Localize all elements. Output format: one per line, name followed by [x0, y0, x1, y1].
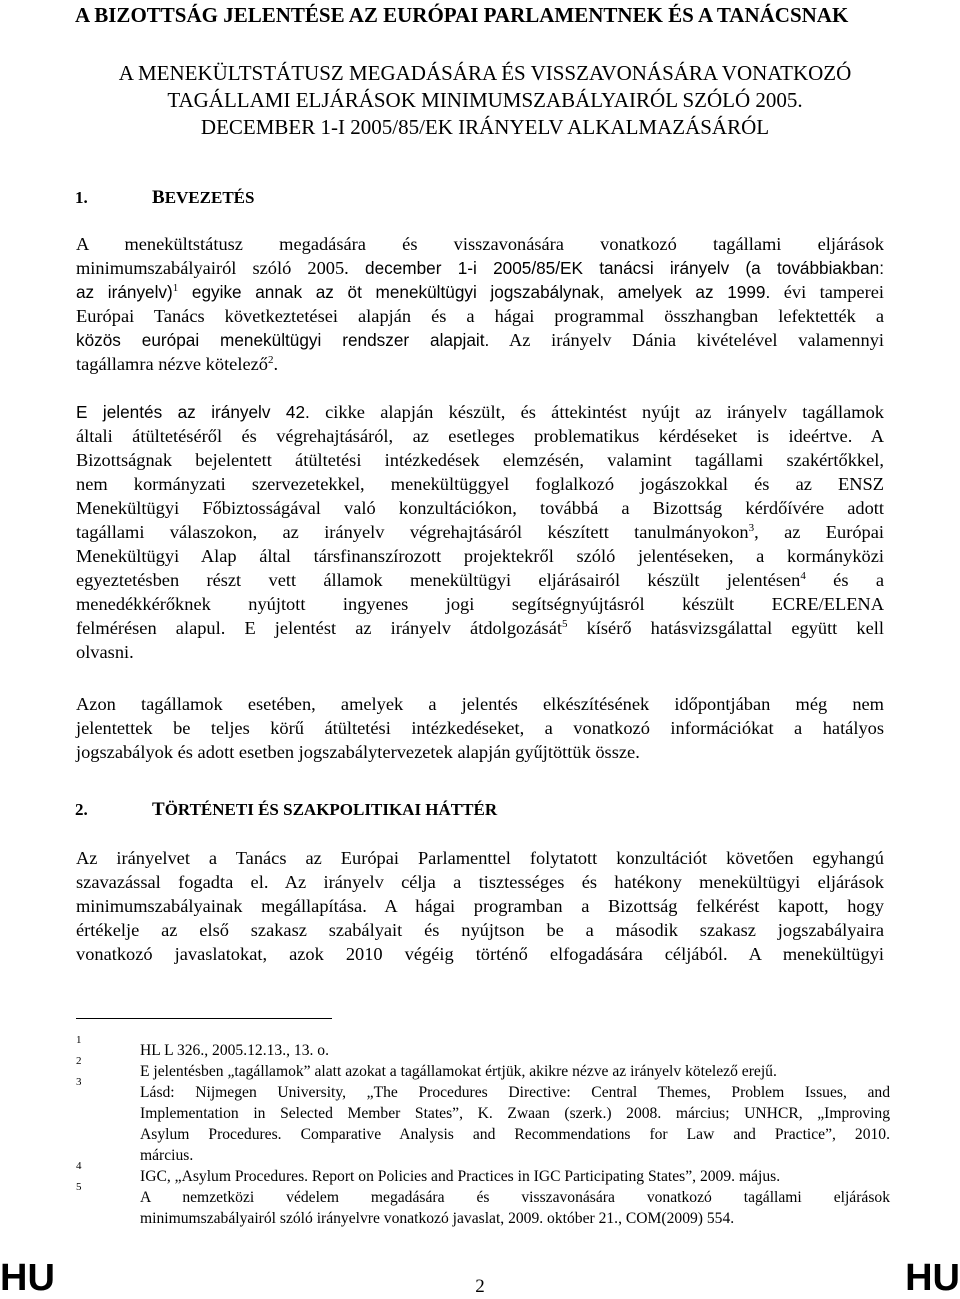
text-run: tagállami válaszokon, az irányelv végrehajtásáról készített tanulmányokon — [76, 522, 749, 542]
text-run: egyike annak az öt menekültügyi jogszabálynak, amelyek az 1999. — [178, 282, 771, 302]
text-run: évi tamperei — [770, 282, 884, 302]
section-title-rest: ÖRTÉNETI ÉS SZAKPOLITIKAI HÁTTÉR — [164, 800, 498, 819]
footnote-number: 1 — [76, 1034, 82, 1046]
subtitle-line: TAGÁLLAMI ELJÁRÁSOK MINIMUMSZABÁLYAIRÓL SZÓLÓ 2005. — [167, 88, 803, 112]
footnote-text: HL L 326., 2005.12.13., 13. o. — [140, 1042, 329, 1059]
footnote-ref[interactable]: 2 — [267, 354, 274, 366]
text-line: szavazással fogadta el. Az irányelv célja a tisztességes és hatékony menekültügyi eljárások — [76, 872, 884, 892]
footnote-item — [60, 1160, 890, 1187]
footnote-number: 2 — [76, 1055, 82, 1067]
footnote-text: Implementation in Selected Member States”, K. Zwaan (szerk.) 2008. március; UNHCR, „Improving — [140, 1105, 890, 1122]
text-line: Bizottságnak bejelentett átültetési intézkedések elemzésén, valamint tagállami szakértőkkel, — [76, 450, 884, 470]
footnote-item — [60, 1181, 890, 1229]
text-line: Azon tagállamok esetében, amelyek a jelentés elkészítésének időpontjában még nem — [76, 694, 884, 714]
text-run: felmérésen alapul. E jelentést az irányelv átdolgozását — [76, 618, 562, 638]
text-line — [76, 616, 884, 640]
page-number: 2 — [475, 1276, 485, 1297]
footnote-ref[interactable]: 5 — [561, 618, 568, 630]
language-code-right: HU — [905, 1257, 960, 1299]
text-run: egyeztetésben részt vett államok menekültügyi eljárásairól készült jelentésen — [76, 570, 801, 590]
text-run: tagállamra nézve kötelező — [76, 354, 268, 374]
section-number: 2. — [75, 800, 88, 819]
text-line — [76, 568, 884, 592]
text-run: cikke alapján készült, és áttekintést nyújt az irányelv tagállamok — [309, 402, 884, 422]
subtitle-line: DECEMBER 1-I 2005/85/EK IRÁNYELV ALKALMAZÁSÁRÓL — [200, 115, 770, 139]
footnote-text: Lásd: Nijmegen University, „The Procedures Directive: Central Themes, Problem Issues, and — [140, 1084, 890, 1101]
text-line — [76, 352, 884, 376]
text-line — [76, 520, 884, 544]
section-heading-introduction — [75, 186, 254, 210]
paragraph-report-basis — [76, 400, 884, 664]
section-title-initial: B — [152, 187, 165, 208]
text-run: , az Európai — [754, 522, 884, 542]
text-line: jelentettek be teljes körű átültetési intézkedéseket, a vonatkozó információkat a hatályos — [76, 718, 884, 738]
footnote-text: március. — [140, 1147, 194, 1164]
paragraph-information-sources — [76, 692, 884, 764]
text-line: menedékkérőknek nyújtott ingyenes jogi segítségnyújtásról készült ECRE/ELENA — [76, 594, 884, 614]
text-line: általi átültetéséről és végrehajtásáról, az esetleges problematikus kérdéseket is ideértve. A — [76, 426, 884, 446]
text-line: Az irányelvet a Tanács az Európai Parlamenttel folytatott konzultációt követően egyhangú — [76, 848, 884, 868]
text-line: Menekültügyi Főbiztosságával való konzultációkon, továbbá a Bizottság kérdőívére adott — [76, 498, 884, 518]
text-line: Menekültügyi Alap által társfinanszírozott projektekről szóló jelentéseken, a kormányközi — [76, 546, 884, 566]
subtitle-line: A MENEKÜLTSTÁTUSZ MEGADÁSÁRA ÉS VISSZAVONÁSÁRA VONATKOZÓ — [118, 61, 852, 85]
text-line — [76, 256, 884, 280]
text-run: december 1-i 2005/85/EK tanácsi irányelv (a továbbiakban: — [348, 258, 885, 278]
footnote-item — [60, 1055, 890, 1082]
paragraph-background — [76, 846, 884, 966]
section-heading-background — [75, 798, 497, 822]
footnote-number: 3 — [76, 1076, 82, 1088]
text-run: az irányelv) — [76, 282, 173, 302]
footnote-text: IGC, „Asylum Procedures. Report on Policies and Practices in IGC Participating States”, 2009. május. — [140, 1168, 781, 1185]
text-line: nem kormányzati szervezetekkel, menekültüggyel foglalkozó jogászokkal és az ENSZ — [76, 474, 884, 494]
footnote-number: 5 — [76, 1181, 82, 1193]
section-title-rest: EVEZETÉS — [164, 188, 255, 207]
text-line — [76, 328, 884, 352]
text-line: minimumszabályainak megállapítása. A hágai programban a Bizottság felkérést kapott, hogy — [76, 896, 884, 916]
section-title-initial: T — [152, 799, 165, 820]
text-run: minimumszabályairól szóló 2005. — [76, 258, 349, 278]
footnote-ref[interactable]: 3 — [748, 522, 755, 534]
footnote-ref[interactable]: 4 — [800, 570, 806, 582]
footnote-text: Asylum Procedures. Comparative Analysis and Recommendations for Law and Practice”, 2010. — [140, 1126, 890, 1143]
footnote-divider — [76, 1018, 332, 1019]
text-run: kísérő hatásvizsgálattal együtt kell — [567, 618, 884, 638]
text-line — [76, 280, 884, 304]
footnote-ref[interactable]: 1 — [172, 282, 179, 294]
footnote-text: E jelentésben „tagállamok” alatt azokat a tagállamokat értjük, akikre nézve az irányelv kötelező erejű. — [140, 1063, 777, 1080]
text-run: Az irányelv Dánia kivételével valamennyi — [489, 330, 884, 350]
paragraph-intro — [76, 232, 884, 376]
text-line: vonatkozó javaslatokat, azok 2010 végéig történő elfogadására céljából. A menekültügyi — [76, 944, 884, 964]
text-line: Európai Tanács következtetései alapján és a hágai programmal összhangban lefektették a — [76, 306, 884, 326]
report-subtitle — [75, 60, 895, 141]
report-title: A BIZOTTSÁG JELENTÉSE AZ EURÓPAI PARLAMENTNEK ÉS A TANÁCSNAK — [75, 3, 849, 27]
footnote-text: A nemzetközi védelem megadására és visszavonására vonatkozó tagállami eljárások — [140, 1189, 890, 1206]
language-code-left: HU — [0, 1257, 55, 1299]
text-line: jogszabályok és adott esetben jogszabálytervezetek alapján gyűjtöttük össze. — [76, 742, 640, 762]
text-line — [76, 400, 884, 424]
text-run: E jelentés az irányelv 42. — [76, 402, 310, 422]
text-run: és a — [805, 570, 884, 590]
footnote-item — [60, 1034, 890, 1061]
footnote-text: minimumszabályairól szóló irányelvre vonatkozó javaslat, 2009. október 21., COM(2009) 554. — [140, 1210, 735, 1227]
text-line: A menekültstátusz megadására és visszavonására vonatkozó tagállami eljárások — [76, 234, 884, 254]
text-run: közös európai menekültügyi rendszer alapjait. — [76, 330, 490, 350]
text-run: . — [273, 354, 279, 374]
text-line: értékelje az első szakasz szabályait és nyújtson be a második szakasz jogszabályaira — [76, 920, 884, 940]
footnote-list — [60, 1034, 890, 1229]
text-line: olvasni. — [76, 642, 134, 662]
footnote-number: 4 — [76, 1160, 82, 1172]
footnote-item — [60, 1076, 890, 1166]
section-number: 1. — [75, 188, 88, 207]
